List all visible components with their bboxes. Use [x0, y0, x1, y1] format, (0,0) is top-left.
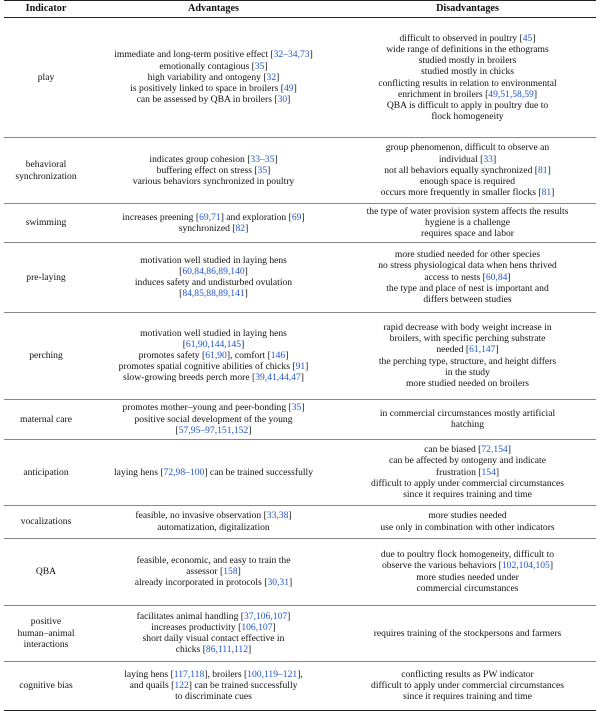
disadvantages-line: requires training of the stockpersons and farmers [373, 627, 562, 639]
advantages-line: promotes spatial cognitive abilities of chicks [91] [118, 361, 309, 373]
citation-link[interactable]: 106,107 [241, 621, 273, 633]
disadvantages-line: studied mostly in broilers [418, 55, 517, 67]
table-row [4, 661, 596, 710]
citation-link[interactable]: 35 [257, 164, 268, 176]
advantages-line: high variability and ontogeny [32] [147, 71, 280, 83]
disadvantages-cell [339, 439, 596, 505]
disadvantages-line: rapid decrease with body weight increase in [383, 322, 552, 333]
advantages-line: emotionally contagious [35] [159, 60, 268, 72]
citation-link[interactable]: 82 [235, 222, 246, 234]
advantages-line: to discriminate cues [175, 691, 252, 703]
header-indicator: Indicator [4, 1, 88, 18]
citation-link[interactable]: 49,51,58,59 [488, 88, 534, 100]
table-row [4, 505, 596, 538]
citation-link[interactable]: 154 [481, 466, 496, 478]
citation-link[interactable]: 33,38 [266, 510, 289, 522]
disadvantages-line: QBA is difficult to apply in poultry due to [386, 99, 549, 111]
table-row [4, 538, 596, 605]
citation-link[interactable]: 69 [291, 211, 302, 223]
indicator-line: play [37, 71, 55, 83]
disadvantages-cell [339, 399, 596, 439]
citation-link[interactable]: 32 [266, 71, 277, 83]
advantages-line: automatization, digitalization [157, 521, 270, 533]
advantages-line: increases productivity [106,107] [151, 621, 276, 633]
advantages-line: [57,95–97,151,152] [175, 424, 252, 436]
indicator-cell [4, 399, 88, 439]
citation-link[interactable]: 45 [522, 32, 533, 44]
disadvantages-line: can be biased [72,154] [424, 444, 511, 456]
indicator-cell [4, 605, 88, 661]
disadvantages-line: group phenomenon, difficult to observe an [385, 142, 550, 154]
indicator-cell [4, 138, 88, 204]
table-row [4, 18, 596, 138]
indicator-cell [4, 505, 88, 538]
citation-link[interactable]: 49 [283, 83, 294, 95]
citation-link[interactable]: 146 [270, 350, 286, 361]
disadvantages-line: no stress physiological data when hens thrived [378, 260, 557, 272]
advantages-line: [60,84,86,89,140] [179, 265, 248, 277]
disadvantages-cell [339, 661, 596, 710]
disadvantages-line: hygiene is a challenge [425, 217, 510, 229]
disadvantages-line: since it requires training and time [403, 488, 532, 500]
citation-link[interactable]: 158 [223, 566, 238, 577]
citation-link[interactable]: 61,147 [469, 344, 496, 356]
citation-link[interactable]: 30 [277, 94, 288, 106]
disadvantages-line: more studies needed [428, 510, 507, 522]
advantages-line: and quails [122] can be trained successfully [129, 680, 298, 691]
advantages-line: is positively linked to space in broilers [49] [130, 83, 297, 95]
citation-link[interactable]: 60,84 [485, 271, 508, 283]
disadvantages-cell [339, 538, 596, 605]
indicator-cell [4, 661, 88, 710]
disadvantages-line: hatching [450, 419, 485, 431]
disadvantages-cell [339, 605, 596, 661]
disadvantages-line: due to poultry flock homogeneity, difficult to [380, 549, 555, 561]
indicator-line: cognitive bias [19, 680, 73, 691]
citation-link[interactable]: 86,111,112 [205, 644, 249, 656]
citation-link[interactable]: 102,104,105 [501, 560, 550, 572]
citation-link[interactable]: 32–34,73 [273, 49, 310, 61]
advantages-line: motivation well studied in laying hens [140, 327, 287, 339]
table-row [4, 312, 596, 399]
advantages-line: synchronized [82] [178, 222, 249, 234]
table-row [4, 138, 596, 204]
advantages-line: positive social development of the young [134, 413, 293, 425]
advantages-cell [88, 605, 339, 661]
indicator-cell [4, 538, 88, 605]
advantages-line: facilitates animal handling [37,106,107] [136, 610, 291, 622]
advantages-cell [88, 399, 339, 439]
indicator-cell [4, 312, 88, 399]
advantages-line: can be assessed by QBA in broilers [30] [136, 94, 291, 106]
table-row [4, 204, 596, 243]
disadvantages-line: requires space and labor [421, 228, 514, 240]
indicator-line: positive [30, 616, 62, 628]
disadvantages-line: use only in combination with other indicators [380, 521, 555, 533]
advantages-line: motivation well studied in laying hens [140, 254, 287, 266]
disadvantages-cell [339, 505, 596, 538]
header-row [4, 1, 596, 18]
advantages-line: induces safety and undisturbed ovulation [134, 277, 293, 289]
indicator-line: perching [29, 350, 63, 361]
citation-link[interactable]: 35 [291, 402, 302, 414]
indicator-cell [4, 439, 88, 505]
advantages-cell [88, 242, 339, 312]
citation-link[interactable]: 122 [174, 680, 189, 691]
advantages-cell [88, 138, 339, 204]
advantages-line: feasible, no invasive observation [33,38] [135, 510, 292, 522]
citation-link[interactable]: 81 [537, 164, 548, 176]
citation-link[interactable]: 30,31 [267, 577, 290, 589]
disadvantages-line: frustration [154] [435, 466, 500, 478]
advantages-line: immediate and long-term positive effect [32–34,73] [114, 49, 313, 61]
disadvantages-line: flock homogeneity [431, 111, 504, 123]
indicator-line: swimming [25, 217, 67, 229]
disadvantages-line: enrichment in broilers [49,51,58,59] [397, 88, 538, 100]
disadvantages-line: the type and place of nest is important and [386, 282, 549, 294]
indicator-cell [4, 242, 88, 312]
disadvantages-cell [339, 18, 596, 138]
citation-link[interactable]: 33–35 [250, 153, 275, 165]
citation-link[interactable]: 57,95–97,151,152 [178, 424, 249, 436]
disadvantages-line: more studied needed on broilers [405, 378, 530, 390]
advantages-line: promotes safety [61,90], comfort [146] [138, 350, 289, 361]
indicator-line: pre-laying [26, 271, 66, 283]
disadvantages-line: broilers, with specific perching substrate [389, 333, 546, 345]
advantages-line: buffering effect on stress [35] [156, 164, 271, 176]
indicator-cell [4, 18, 88, 138]
disadvantages-line: not all behaviors equally synchronized [81] [384, 164, 551, 176]
disadvantages-line: studied mostly in chicks [420, 66, 514, 78]
indicator-line: QBA [35, 566, 57, 577]
advantages-line: short daily visual contact effective in [142, 633, 285, 645]
advantages-line: [84,85,88,89,141] [179, 288, 248, 300]
table-row [4, 605, 596, 661]
header-advantages: Advantages [88, 1, 339, 18]
disadvantages-line: access to nests [60,84] [424, 271, 511, 283]
header-disadvantages: Disadvantages [339, 1, 596, 18]
disadvantages-cell [339, 204, 596, 243]
indicator-line: interactions [23, 638, 69, 650]
disadvantages-line: needed [61,147] [436, 344, 499, 356]
advantages-line: laying hens [117,118], broilers [100,119–121], [124, 668, 303, 680]
disadvantages-cell [339, 242, 596, 312]
advantages-line: already incorporated in protocols [30,31] [134, 577, 293, 589]
indicator-line: human–animal [17, 627, 75, 639]
disadvantages-line: conflicting results as PW indicator [401, 668, 534, 680]
table-row [4, 242, 596, 312]
disadvantages-line: occurs more frequently in smaller flocks [81] [380, 187, 555, 199]
indicator-cell [4, 204, 88, 243]
disadvantages-line: the type of water provision system affects the results [366, 206, 569, 217]
citation-link[interactable]: 91 [295, 361, 306, 373]
disadvantages-line: individual [33] [438, 153, 497, 165]
advantages-line: slow-growing breeds perch more [39,41,44,47] [123, 372, 304, 384]
advantages-cell [88, 538, 339, 605]
disadvantages-cell [339, 312, 596, 399]
disadvantages-line: observe the various behaviors [102,104,105] [381, 560, 554, 572]
citation-link[interactable]: 35 [254, 60, 265, 72]
disadvantages-line: difficult to observed in poultry [45] [399, 32, 536, 44]
citation-link[interactable]: 60,84,86,89,140 [182, 265, 245, 277]
disadvantages-line: commercial circumstances [416, 582, 519, 594]
advantages-cell [88, 505, 339, 538]
indicator-line: behavioral [25, 159, 67, 171]
citation-link[interactable]: 33 [483, 153, 493, 165]
citation-link[interactable]: 37,106,107 [244, 610, 288, 622]
disadvantages-line: conflicting results in relation to environmental [378, 77, 557, 89]
advantages-line: indicates group cohesion [33–35] [149, 153, 278, 165]
disadvantages-cell [339, 138, 596, 204]
indicator-table [4, 0, 596, 711]
disadvantages-line: the perching type, structure, and height differs [378, 355, 557, 367]
advantages-cell [88, 18, 339, 138]
disadvantages-line: difficult to apply under commercial circumstances [371, 477, 564, 489]
advantages-line: laying hens [72,98–100] can be trained successfully [113, 466, 314, 478]
citation-link[interactable]: 39,41,44,47 [255, 372, 301, 384]
disadvantages-line: in the study [445, 366, 490, 378]
advantages-line: various behaviors synchronized in poultry [132, 176, 295, 188]
disadvantages-line: more studied needed for other species [394, 249, 541, 261]
citation-link[interactable]: 81 [541, 187, 552, 199]
advantages-line: promotes mother–young and peer-bonding [35] [122, 402, 305, 414]
disadvantages-line: can be affected by ontogeny and indicate [389, 455, 546, 467]
advantages-cell [88, 661, 339, 710]
citation-link[interactable]: 100,119–121 [247, 668, 298, 680]
disadvantages-line: wide range of definitions in the ethograms [386, 43, 549, 55]
disadvantages-line: more studies needed under [416, 571, 519, 583]
disadvantages-line: in commercial circumstances mostly artificial [379, 407, 556, 419]
citation-link[interactable]: 72,98–100 [163, 466, 205, 478]
citation-link[interactable]: 69,71 [199, 211, 221, 223]
advantages-line: [61,90,144,145] [182, 338, 245, 350]
advantages-line: assessor [158] [186, 566, 241, 577]
citation-link[interactable]: 72,154 [481, 444, 508, 456]
advantages-cell [88, 204, 339, 243]
advantages-cell [88, 439, 339, 505]
table-row [4, 399, 596, 439]
advantages-line: chicks [86,111,112] [175, 644, 252, 656]
advantages-line: increases preening [69,71] and exploration [69] [122, 211, 305, 223]
indicator-line: anticipation [23, 466, 69, 478]
disadvantages-line: difficult to apply under commercial circumstances [371, 680, 564, 691]
disadvantages-line: enough space is required [419, 176, 516, 188]
indicator-line: synchronization [15, 170, 77, 182]
advantages-line: feasible, economic, and easy to train the [136, 554, 291, 566]
citation-link[interactable]: 84,85,88,89,141 [182, 288, 245, 300]
indicator-line: vocalizations [20, 516, 72, 527]
disadvantages-line: differs between studies [423, 293, 512, 305]
table-row [4, 439, 596, 505]
citation-link[interactable]: 61,90 [205, 350, 227, 361]
indicator-line: maternal care [20, 413, 72, 425]
citation-link[interactable]: 117,118 [173, 668, 205, 680]
citation-link[interactable]: 61,90,144,145 [185, 338, 242, 350]
disadvantages-line: since it requires training and time [403, 691, 532, 703]
advantages-cell [88, 312, 339, 399]
